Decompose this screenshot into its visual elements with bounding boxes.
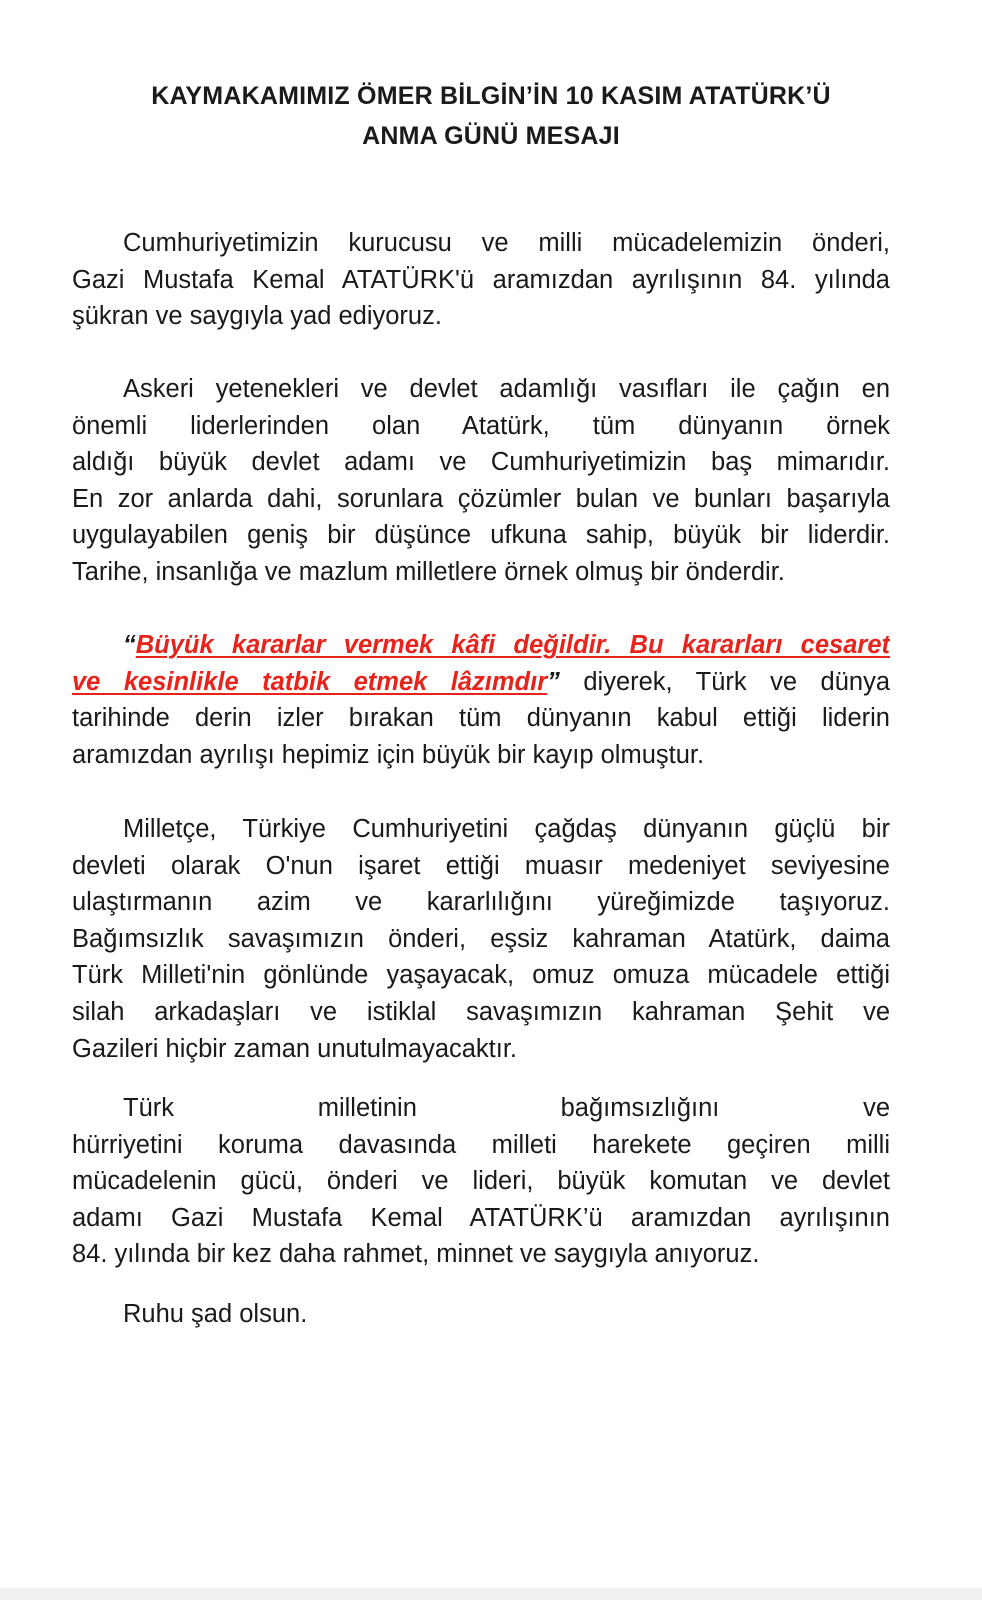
quote-line-2: [72, 664, 890, 701]
open-quote-mark: “: [123, 631, 136, 659]
paragraph-line: 84. yılında bir kez daha rahmet, minnet ve saygıyla anıyoruz.: [72, 1240, 760, 1269]
paragraph-3: [72, 627, 890, 773]
paragraph-line: aramızdan ayrılışı hepimiz için büyük bir kayıp olmuştur.: [72, 740, 705, 769]
paragraph-line: aldığı büyük devlet adamı ve Cumhuriyetimizin baş mimarıdır.: [72, 448, 890, 477]
document-title: [60, 76, 922, 156]
paragraph-line: Bağımsızlık savaşımızın önderi, eşsiz kahraman Atatürk, daima: [72, 924, 890, 953]
paragraph-line: Gazi Mustafa Kemal ATATÜRK'ü aramızdan ayrılışının 84. yılında: [72, 265, 890, 294]
paragraph-2: [72, 371, 890, 591]
paragraph-line: Tarihe, insanlığa ve mazlum milletlere örnek olmuş bir önderdir.: [72, 557, 785, 586]
paragraph-line: Türk Milleti'nin gönlünde yaşayacak, omuz omuza mücadele ettiği: [72, 961, 890, 990]
paragraph-line: hürriyetini koruma davasında milleti harekete geçiren milli: [72, 1130, 890, 1159]
title-line-1: KAYMAKAMIMIZ ÖMER BİLGİN’İN 10 KASIM ATATÜRK’Ü: [151, 82, 831, 110]
paragraph-line: En zor anlarda dahi, sorunlara çözümler bulan ve bunları başarıyla: [72, 484, 890, 513]
close-quote-mark: ”: [547, 667, 560, 696]
closing-paragraph: [72, 1296, 890, 1333]
paragraph-line: uygulayabilen geniş bir düşünce ufkuna sahip, büyük bir liderdir.: [72, 521, 890, 550]
paragraph-4: [72, 811, 890, 1067]
paragraph-5: [72, 1090, 890, 1273]
ataturk-quote-part-1: Büyük kararlar vermek kâfi değildir. Bu kararları cesaret: [135, 631, 890, 659]
paragraph-line: silah arkadaşları ve istiklal savaşımızın kahraman Şehit ve: [72, 997, 890, 1026]
paragraph-line: Milletçe, Türkiye Cumhuriyetini çağdaş dünyanın güçlü bir: [123, 815, 890, 843]
paragraph-line: tarihinde derin izler bırakan tüm dünyanın kabul ettiği liderin: [72, 704, 890, 733]
paragraph-1: [72, 225, 890, 335]
paragraph-line: adamı Gazi Mustafa Kemal ATATÜRK’ü aramızdan ayrılışının: [72, 1203, 890, 1232]
closing-line: Ruhu şad olsun.: [123, 1300, 308, 1328]
paragraph-line: devleti olarak O'nun işaret ettiği muasır medeniyet seviyesine: [72, 851, 890, 880]
quote-line-1: [72, 627, 890, 664]
paragraph-line: mücadelenin gücü, önderi ve lideri, büyük komutan ve devlet: [72, 1167, 890, 1196]
paragraph-line: Türk milletinin bağımsızlığını ve: [123, 1094, 890, 1122]
paragraph-line: Cumhuriyetimizin kurucusu ve milli mücadelemizin önderi,: [123, 229, 890, 257]
ataturk-quote-part-2: ve kesinlikle tatbik etmek lâzımdır: [72, 667, 548, 696]
bottom-edge: [0, 1588, 982, 1600]
paragraph-line: önemli liderlerinden olan Atatürk, tüm dünyanın örnek: [72, 411, 890, 440]
paragraph-line: Askeri yetenekleri ve devlet adamlığı vasıfları ile çağın en: [123, 375, 890, 403]
paragraph-line: şükran ve saygıyla yad ediyoruz.: [72, 302, 442, 331]
quote-line-2-rest: diyerek, Türk ve dünya: [559, 667, 890, 696]
paragraph-line: ulaştırmanın azim ve kararlılığını yüreğimizde taşıyoruz.: [72, 888, 890, 917]
paragraph-line: Gazileri hiçbir zaman unutulmayacaktır.: [72, 1034, 518, 1063]
title-line-2: ANMA GÜNÜ MESAJI: [362, 122, 620, 150]
